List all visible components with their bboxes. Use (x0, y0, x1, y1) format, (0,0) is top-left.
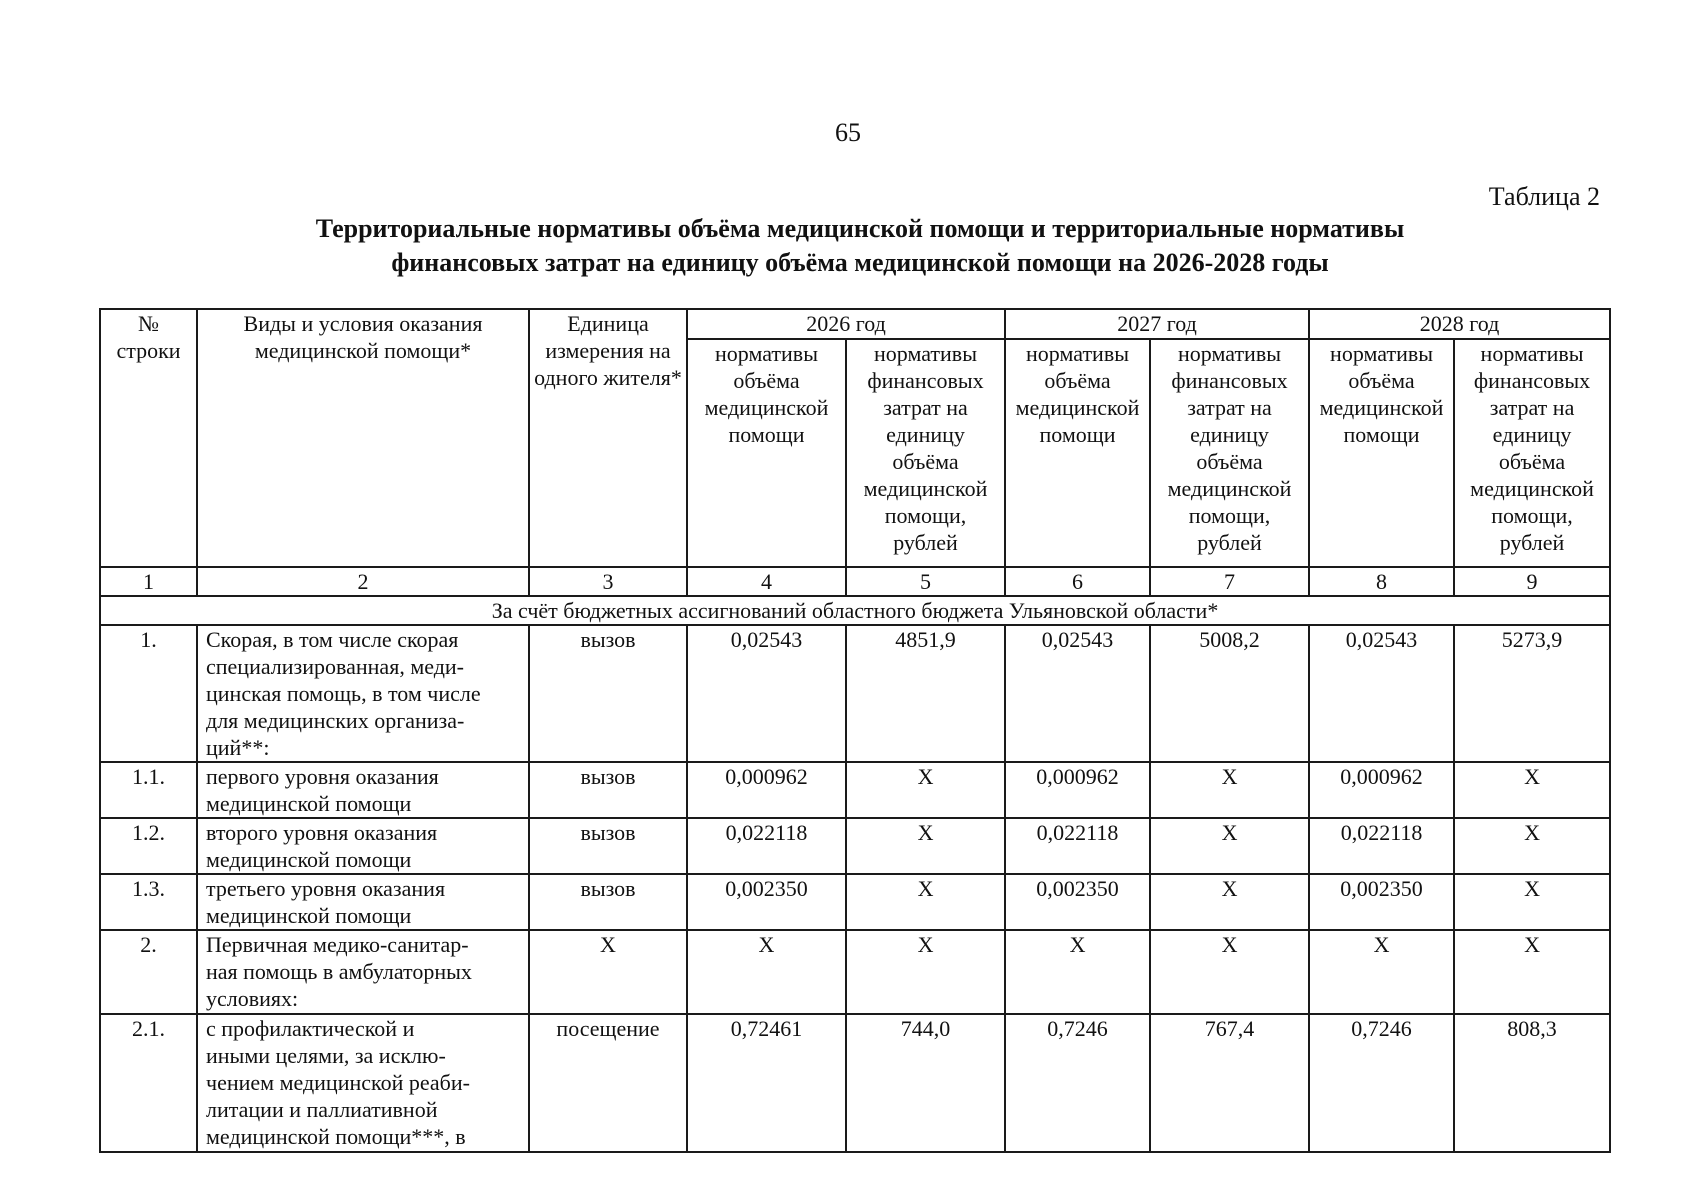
cost-2028: X (1454, 762, 1610, 818)
row-name-line: цинская помощь, в том числе (206, 681, 481, 706)
header-kinds: Виды и условия оказания медицинской помощи* (197, 309, 529, 567)
header-row-no: № строки (100, 309, 197, 567)
volume-2028: 0,02543 (1309, 625, 1454, 762)
table-label: Таблица 2 (1488, 182, 1600, 211)
row-unit: вызов (529, 625, 687, 762)
volume-2027: 0,000962 (1005, 762, 1150, 818)
volume-2027: 0,02543 (1005, 625, 1150, 762)
row-name-line: литации и паллиативной (206, 1097, 438, 1122)
row-name-line: медицинской помощи***, в (206, 1124, 466, 1149)
table-row (100, 818, 1610, 874)
cost-2028: X (1454, 818, 1610, 874)
volume-2026: 0,02543 (687, 625, 846, 762)
table-row (100, 625, 1610, 762)
cost-2026: 4851,9 (846, 625, 1005, 762)
table-row (100, 874, 1610, 930)
header-year-2028: 2028 год (1309, 309, 1610, 339)
row-name-line: третьего уровня оказания (206, 876, 446, 901)
row-name-line: Первичная медико-санитар- (206, 932, 469, 957)
cost-2026: 744,0 (846, 1014, 1005, 1152)
table-row (100, 1014, 1610, 1152)
column-number: 8 (1309, 567, 1454, 596)
row-number: 1.2. (100, 818, 197, 874)
section-row (100, 596, 1610, 625)
cost-2027: X (1150, 874, 1309, 930)
row-name-line: с профилактической и (206, 1016, 415, 1041)
volume-2027: 0,7246 (1005, 1014, 1150, 1152)
row-number: 2.1. (100, 1014, 197, 1152)
header-year-2026: 2026 год (687, 309, 1005, 339)
column-number: 6 (1005, 567, 1150, 596)
header-cost-2027: нормативы финансовых затрат на единицу объёма медицинской помощи, рублей (1150, 339, 1309, 567)
row-unit: вызов (529, 818, 687, 874)
row-name-line: условиях: (206, 986, 299, 1011)
row-name (197, 625, 529, 762)
title-line: финансовых затрат на единицу объёма медицинской помощи на 2026-2028 годы (391, 248, 1329, 277)
volume-2027: X (1005, 930, 1150, 1014)
table-row (100, 762, 1610, 818)
cost-2027: X (1150, 818, 1309, 874)
volume-2027: 0,022118 (1005, 818, 1150, 874)
volume-2026: 0,72461 (687, 1014, 846, 1152)
row-name (197, 762, 529, 818)
cost-2026: X (846, 930, 1005, 1014)
row-name-line: второго уровня оказания (206, 820, 438, 845)
volume-2028: X (1309, 930, 1454, 1014)
row-number: 1.1. (100, 762, 197, 818)
header-volume-2027: нормативы объёма медицинской помощи (1005, 339, 1150, 567)
row-name-line: Скорая, в том числе скорая (206, 627, 459, 652)
row-name-line: первого уровня оказания (206, 764, 439, 789)
volume-2026: X (687, 930, 846, 1014)
row-unit: вызов (529, 874, 687, 930)
header-row-years (100, 309, 1610, 339)
page-title (150, 212, 1570, 280)
section-title: За счёт бюджетных ассигнований областного бюджета Ульяновской области* (100, 596, 1610, 625)
header-cost-2026: нормативы финансовых затрат на единицу объёма медицинской помощи, рублей (846, 339, 1005, 567)
table-row (100, 930, 1610, 1014)
cost-2026: X (846, 818, 1005, 874)
volume-2028: 0,022118 (1309, 818, 1454, 874)
row-name-line: ная помощь в амбулаторных (206, 959, 472, 984)
cost-2026: X (846, 874, 1005, 930)
title-line: Территориальные нормативы объёма медицинской помощи и территориальные нормативы (315, 214, 1405, 243)
volume-2026: 0,022118 (687, 818, 846, 874)
row-unit: вызов (529, 762, 687, 818)
norms-table (99, 308, 1611, 1153)
column-number: 5 (846, 567, 1005, 596)
row-name-line: специализированная, меди- (206, 654, 465, 679)
column-number: 9 (1454, 567, 1610, 596)
column-numbers-row (100, 567, 1610, 596)
row-name-line: иными целями, за исклю- (206, 1043, 446, 1068)
volume-2026: 0,002350 (687, 874, 846, 930)
volume-2027: 0,002350 (1005, 874, 1150, 930)
row-unit: посещение (529, 1014, 687, 1152)
cost-2027: X (1150, 930, 1309, 1014)
column-number: 4 (687, 567, 846, 596)
column-number: 3 (529, 567, 687, 596)
cost-2028: 808,3 (1454, 1014, 1610, 1152)
header-unit: Единица измерения на одного жителя* (529, 309, 687, 567)
row-name (197, 930, 529, 1014)
volume-2028: 0,7246 (1309, 1014, 1454, 1152)
header-cost-2028: нормативы финансовых затрат на единицу объёма медицинской помощи, рублей (1454, 339, 1610, 567)
page-number: 65 (835, 118, 861, 147)
cost-2028: X (1454, 874, 1610, 930)
cost-2026: X (846, 762, 1005, 818)
column-number: 1 (100, 567, 197, 596)
cost-2027: X (1150, 762, 1309, 818)
row-name-line: медицинской помощи (206, 847, 412, 872)
volume-2028: 0,000962 (1309, 762, 1454, 818)
row-name-line: ций**: (206, 735, 270, 760)
cost-2028: 5273,9 (1454, 625, 1610, 762)
volume-2026: 0,000962 (687, 762, 846, 818)
column-number: 2 (197, 567, 529, 596)
row-unit: X (529, 930, 687, 1014)
row-number: 2. (100, 930, 197, 1014)
cost-2027: 767,4 (1150, 1014, 1309, 1152)
cost-2028: X (1454, 930, 1610, 1014)
cost-2027: 5008,2 (1150, 625, 1309, 762)
header-year-2027: 2027 год (1005, 309, 1309, 339)
header-volume-2026: нормативы объёма медицинской помощи (687, 339, 846, 567)
row-name (197, 818, 529, 874)
header-volume-2028: нормативы объёма медицинской помощи (1309, 339, 1454, 567)
row-number: 1.3. (100, 874, 197, 930)
row-name (197, 874, 529, 930)
row-name-line: медицинской помощи (206, 903, 412, 928)
row-name-line: для медицинских организа- (206, 708, 465, 733)
row-name (197, 1014, 529, 1152)
row-name-line: медицинской помощи (206, 791, 412, 816)
volume-2028: 0,002350 (1309, 874, 1454, 930)
row-number: 1. (100, 625, 197, 762)
column-number: 7 (1150, 567, 1309, 596)
row-name-line: чением медицинской реаби- (206, 1070, 470, 1095)
